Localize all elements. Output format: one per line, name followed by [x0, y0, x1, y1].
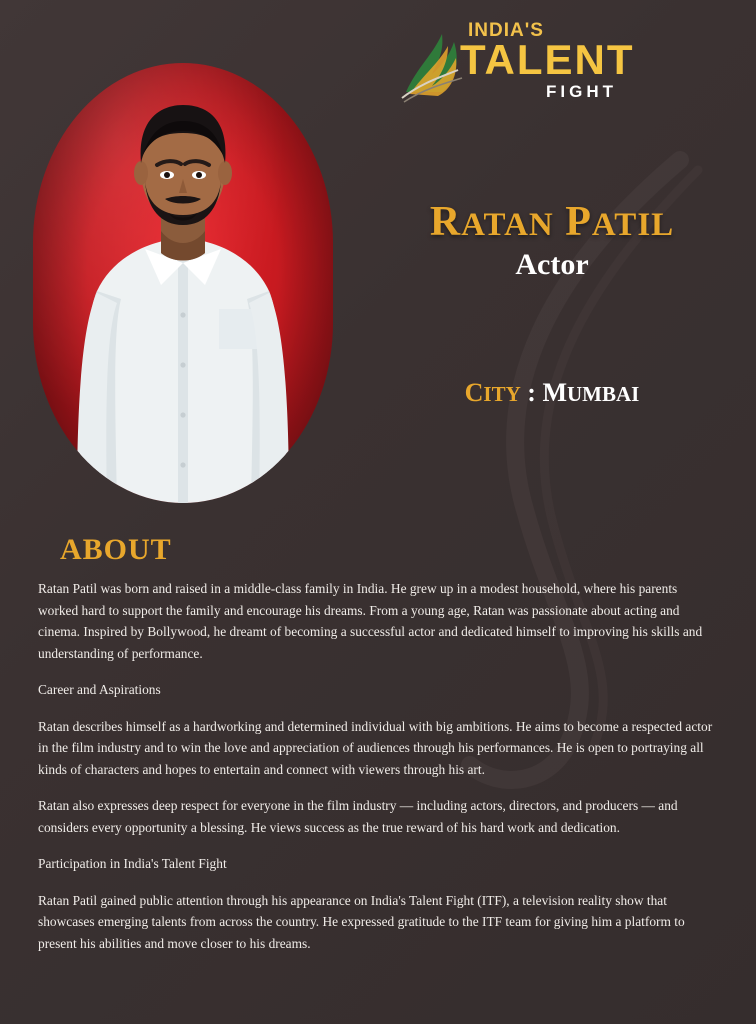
page-title [372, 198, 732, 246]
about-paragraph: Career and Aspirations [38, 682, 161, 697]
profile-first-name: RATAN [429, 199, 554, 245]
city-separator: : [527, 378, 536, 407]
logo-line-talent: TALENT [460, 36, 635, 83]
about-paragraph: Ratan Patil was born and raised in a middle-class family in India. He grew up in a modest household, where his parents worked hard to support the family and encourage his dreams. From a young age, Ratan was passionate about acting and cinema. Inspired by Bollywood, he dreamt of becoming a successful actor and dedicated himself to improving his skills and understanding of performance. [38, 581, 703, 661]
brand-logo [398, 18, 635, 108]
about-paragraph: Ratan also expresses deep respect for everyone in the film industry — including actors, directors, and producers — and considers every opportunity a blessing. He views success as the true reward of his hard work and dedication. [38, 798, 678, 835]
about-paragraph: Participation in India's Talent Fight [38, 856, 227, 871]
portrait-figure [33, 63, 333, 503]
profile-role: Actor [515, 248, 589, 281]
about-paragraph: Ratan describes himself as a hardworking and determined individual with big ambitions. He aims to become a respected actor in the film industry and to win the love and appreciation of audiences through his performances. He is open to portraying all kinds of characters and hopes to entertain and connect with viewers through his art. [38, 718, 713, 777]
profile-last-name: PATIL [565, 199, 675, 245]
logo-line-indias: INDIA'S [468, 20, 544, 41]
city-value: MUMBAI [542, 378, 640, 407]
about-heading: ABOUT [60, 533, 172, 566]
profile-city [372, 378, 732, 408]
city-label: CITY [464, 378, 521, 407]
portrait-photo [33, 63, 333, 503]
about-paragraph: Ratan Patil gained public attention through his appearance on India's Talent Fight (ITF), a television reality show that showcases emerging talents from across the country. He expressed gratitude to the ITF team for giving him a platform to present his abilities and move closer to his dreams. [38, 892, 685, 951]
logo-line-fight: FIGHT [546, 82, 617, 101]
about-body [38, 578, 720, 954]
